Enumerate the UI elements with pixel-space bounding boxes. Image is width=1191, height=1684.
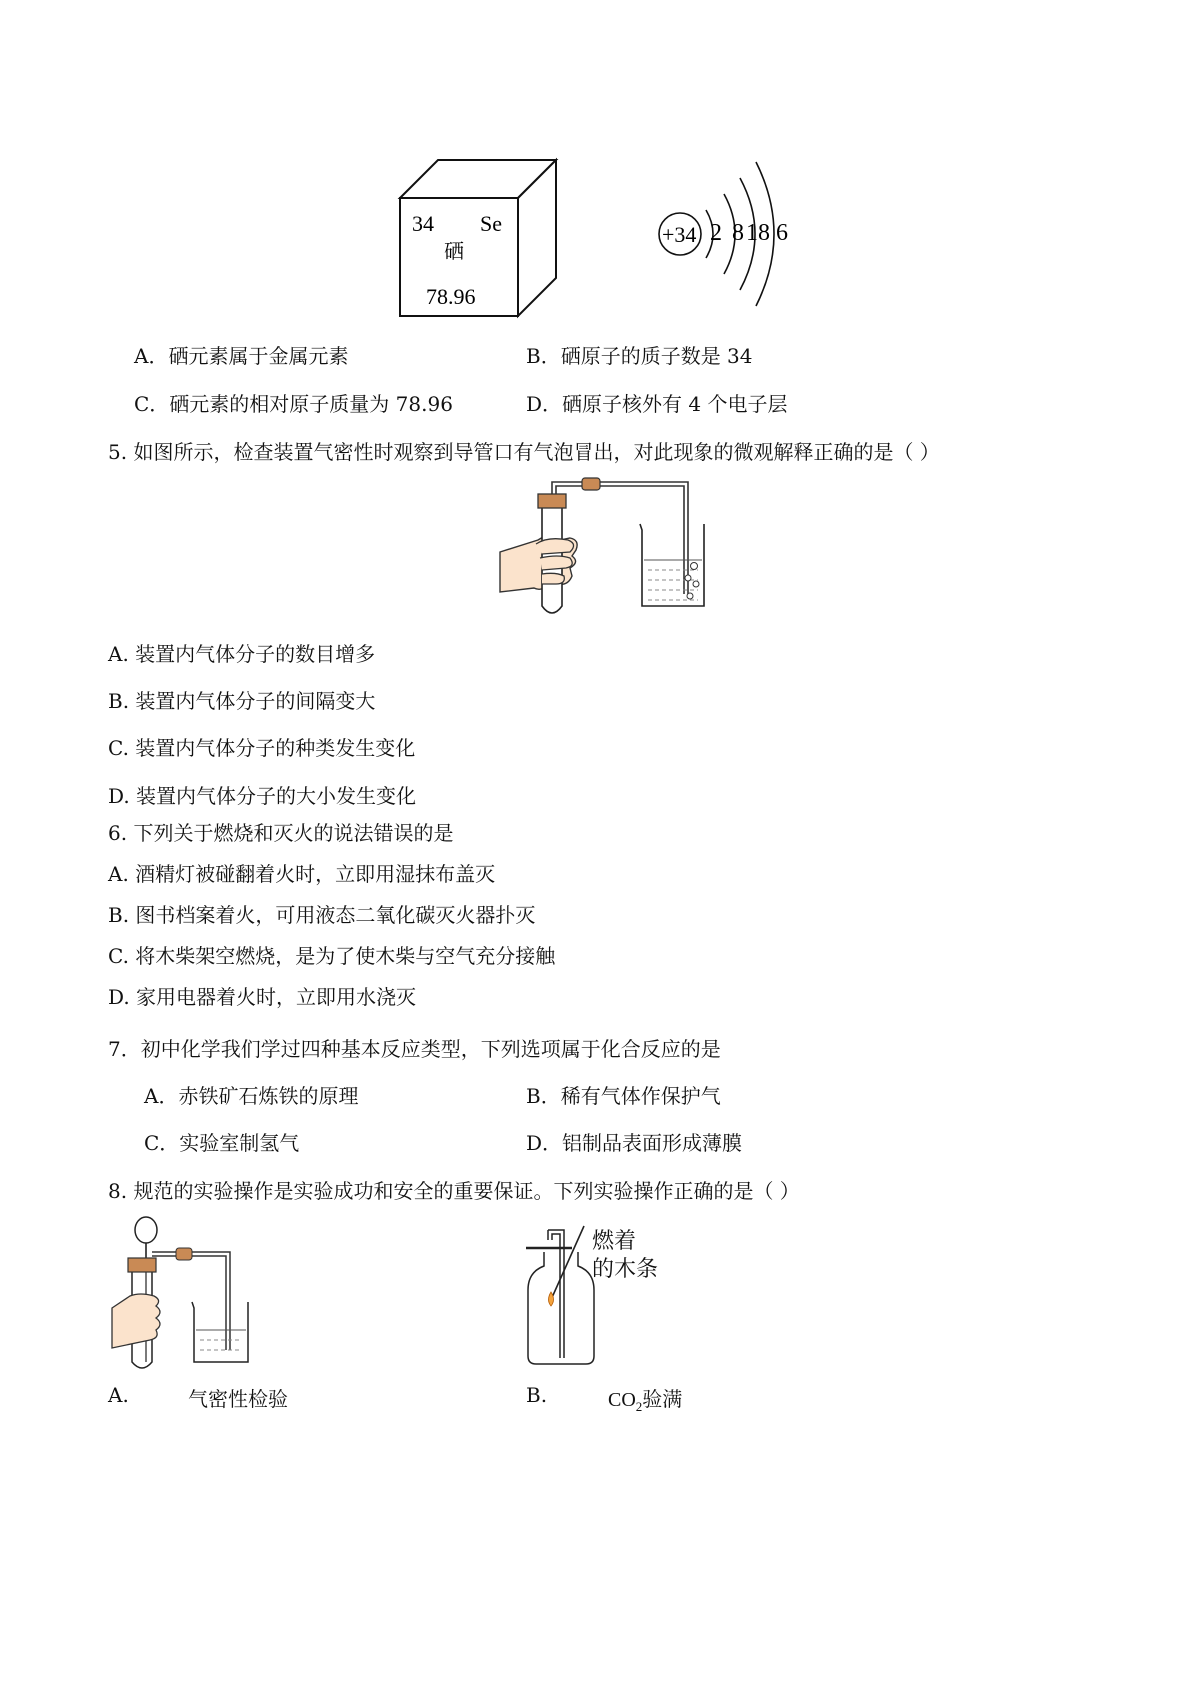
q5-option-a[interactable]: A. 装置内气体分子的数目增多 [108,642,376,666]
q4-option-b[interactable]: B．硒原子的质子数是 34 [526,344,753,368]
q4-option-a[interactable]: A．硒元素属于金属元素 [134,344,349,368]
q8-figure-a-airtightness [110,1212,270,1372]
shell-3-count: 18 [746,220,770,246]
q6-option-d[interactable]: D. 家用电器着火时，立即用水浇灭 [108,985,417,1009]
q8-option-a-text[interactable]: 气密性检验 [188,1387,288,1411]
q7-stem: 7．初中化学我们学过四种基本反应类型，下列选项属于化合反应的是 [108,1037,721,1061]
atomic-mass: 78.96 [426,284,476,309]
q8-stem: 8. 规范的实验操作是实验成功和安全的重要保证。下列实验操作正确的是（ ） [108,1179,800,1203]
q6-option-a[interactable]: A. 酒精灯被碰翻着火时，立即用湿抹布盖灭 [108,862,496,886]
q8-option-a-letter[interactable]: A. [108,1383,129,1407]
airtightness-check-figure [498,474,728,624]
shell-4-count: 6 [776,220,788,246]
q6-option-c[interactable]: C. 将木柴架空燃烧，是为了使木柴与空气充分接触 [108,944,556,968]
q7-option-b[interactable]: B．稀有气体作保护气 [526,1084,721,1108]
q7-option-a[interactable]: A．赤铁矿石炼铁的原理 [144,1084,359,1108]
q7-option-d[interactable]: D．铝制品表面形成薄膜 [526,1131,743,1155]
q8-option-b-text[interactable] [608,1383,682,1415]
q8-option-b-letter[interactable]: B. [526,1383,548,1407]
q4-option-c[interactable]: C．硒元素的相对原子质量为 78.96 [134,392,453,416]
q5-stem: 5. 如图所示，检查装置气密性时观察到导管口有气泡冒出，对此现象的微观解释正确的是（ ） [108,440,940,464]
co2-formula: $CO_2$ [608,1389,643,1414]
element-symbol: Se [480,211,502,236]
q7-option-c[interactable]: C．实验室制氢气 [144,1131,300,1155]
q5-option-d[interactable]: D. 装置内气体分子的大小发生变化 [108,784,417,808]
q5-option-c[interactable]: C. 装置内气体分子的种类发生变化 [108,736,416,760]
q6-stem: 6. 下列关于燃烧和灭火的说法错误的是 [108,821,454,845]
q6-option-b[interactable]: B. 图书档案着火，可用液态二氧化碳灭火器扑灭 [108,903,536,927]
nucleus-charge: +34 [662,222,697,247]
full-check-text: 验满 [642,1387,683,1411]
shell-2-count: 8 [732,220,744,246]
q8-figure-b-co2-full-check [520,1226,700,1376]
atomic-number: 34 [412,211,434,236]
element-name: 硒 [444,239,464,263]
q5-option-b[interactable]: B. 装置内气体分子的间隔变大 [108,689,376,713]
element-cell-figure [398,158,558,318]
q4-option-d[interactable]: D．硒原子核外有 4 个电子层 [526,392,788,416]
atom-structure-diagram [650,152,810,312]
burning-stick-label-2: 的木条 [592,1257,659,1282]
shell-1-count: 2 [710,220,722,246]
burning-stick-label-1: 燃着 [592,1229,637,1254]
